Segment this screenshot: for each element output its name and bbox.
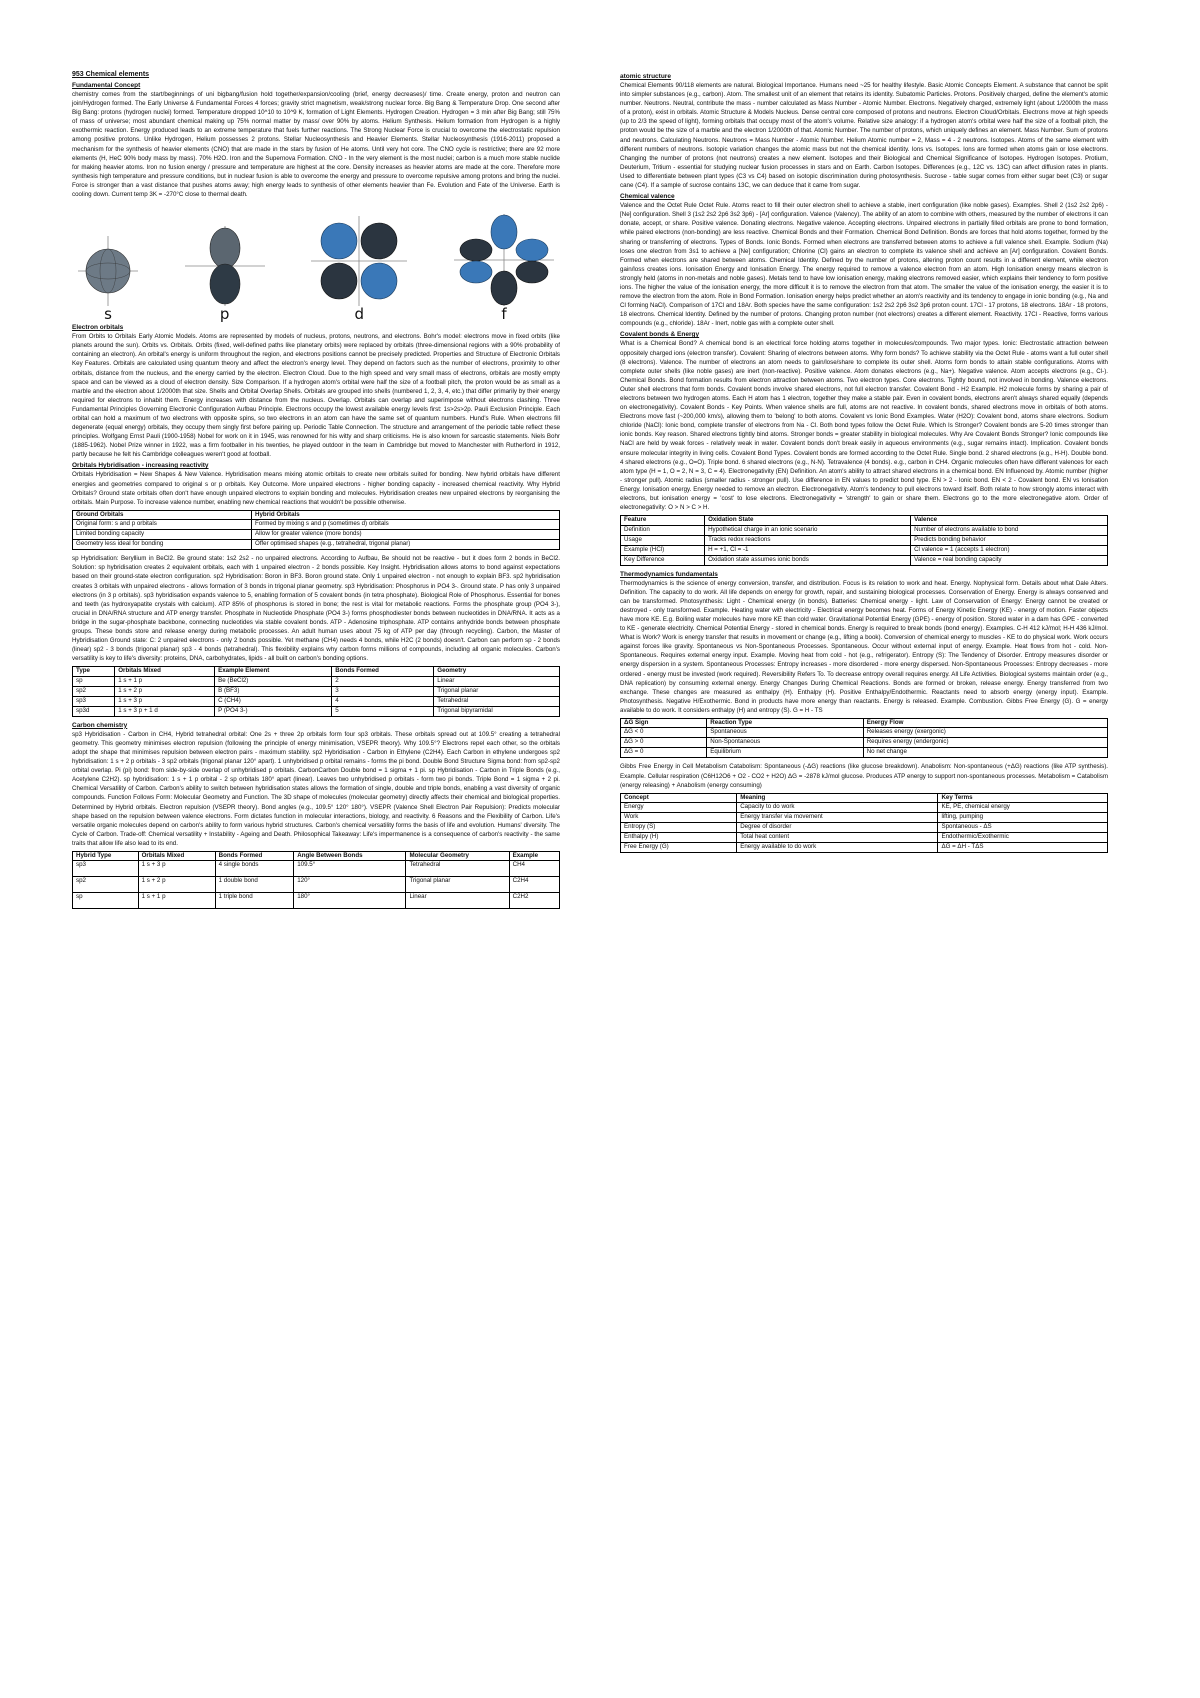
table-cell: Work xyxy=(621,813,737,823)
table-row xyxy=(73,893,560,909)
table-cell: Linear xyxy=(406,893,509,909)
heading-carbon-chemistry: Carbon chemistry xyxy=(72,721,128,729)
table-cell: Energy available to do work xyxy=(737,843,938,853)
table-cell: 4 single bonds xyxy=(215,861,294,877)
table-row xyxy=(73,676,560,686)
table-cell: Energy xyxy=(621,803,737,813)
table-cell: C2H4 xyxy=(509,877,559,893)
heading-chemical-valence: Chemical valence xyxy=(620,193,675,201)
table-cell: Trigonal bipyramidal xyxy=(434,706,560,716)
table-cell: Trigonal planar xyxy=(434,686,560,696)
table-header-cell: Angle Between Bonds xyxy=(294,851,406,860)
table-header-cell: Concept xyxy=(621,793,737,802)
table-cell: ΔG = ΔH - TΔS xyxy=(938,843,1108,853)
heading-atomic-structure: atomic structure xyxy=(620,73,671,80)
table-cell: Spontaneous xyxy=(707,728,863,738)
orbital-f xyxy=(454,214,554,324)
f-orbital-icon xyxy=(454,214,554,306)
section-title-chemical-elements: 953 Chemical elements xyxy=(72,71,150,78)
s-orbital-icon xyxy=(78,236,138,306)
table-cell: 1 s + 1 p xyxy=(115,676,215,686)
table-row xyxy=(73,686,560,696)
table-cell: Capacity to do work xyxy=(737,803,938,813)
ground-vs-hybrid-table xyxy=(72,510,560,550)
table-cell: sp3 xyxy=(73,861,139,877)
paragraph-electron-orbitals: From Orbits to Orbitals Early Atomic Models. Atoms are represented by models of nucleus, protons, neutrons, and electrons. Bohr's model: electrons move in fixed orbits (like planets around the sun). Orbits vs. Orbitals. Orbits (fixed, well-defined paths like planetary orbits) were replaced by orbitals (three-dimensional regions with a 90% probability of containing an electron). An orbital's energy is uniform throughout the region, and electrons positions cannot be precisely predicted. Properties and Structure of Electronic Orbitals Key Features. Orbitals are calculated using quantum theory and affect the electron's energy level. They depend on factors such as the number of electrons, proximity to other orbitals, distance from the nucleus, and the energy carried by the electron. Electron Cloud. Due to the high speed and very small mass of electrons, orbitals are mostly empty space and can be viewed as a cloud of electron density. Size Comparison. If a hydrogen atom's orbital were half the size of a football pitch, the proton would be as small as a marble and the electron about 1/2000th that size. Shells and Orbital Overlap Shells. Orbitals are grouped into shells (numbered 1, 2, 3, 4, etc.) that differ primarily by their energy required for electrons to inhabit them. Energy increases with distance from the nucleus. Overlap. Orbitals can overlap and superimpose without electrons clashing. Three Fundamental Principles Governing Electronic Configuration Aufbau Principle. Electrons occupy the lowest available energy levels first: 1s>2s>2p. Pauli Exclusion Principle. Each orbital can hold a maximum of two electrons with opposite spins, so two electrons in an atom can have the same set of quantum numbers. Hund's Rule. When electrons fill degenerate (equal energy) orbitals, they occupy them singly first before pairing up. Periodic Table Connection. The structure and arrangement of the periodic table reflect these principles. Wolfgang Ernst Pauli (1900-1958) Nobel for work on it in 1945, was renowned for his witty and sharp criticisms. He is also known for sarcastic statements. Niels Bohr (1885-1962). Nobel Prize winner in 1922, was a firm footballer in his twenties, he played outdoor in the team in Cambridge but moved to Manchester with Rutherford in 1912, partly because he felt his Cambridge colleagues weren't good at football. xyxy=(72,333,560,459)
table-row xyxy=(621,525,1108,535)
table-cell: Number of electrons available to bond xyxy=(911,525,1108,535)
table-cell: Definition xyxy=(621,525,705,535)
table-cell: Original form: s and p orbitals xyxy=(73,520,252,530)
table-cell: sp2 xyxy=(73,686,115,696)
table-row xyxy=(621,843,1108,853)
heading-thermodynamics: Thermodynamics fundamentals xyxy=(620,570,718,578)
table-header-cell: Ground Orbitals xyxy=(73,510,252,519)
table-cell: Equilibrium xyxy=(707,748,863,758)
table-row xyxy=(73,696,560,706)
table-header-cell: Geometry xyxy=(434,667,560,676)
oxidation-vs-valence-table xyxy=(620,515,1108,565)
table-cell: Cl valence = 1 (accepts 1 electron) xyxy=(911,545,1108,555)
table-header-cell: Key Terms xyxy=(938,793,1108,802)
heading-covalent-bonds: Covalent bonds & Energy xyxy=(620,331,700,339)
orbital-label-d: d xyxy=(354,305,365,324)
table-cell: Spontaneous - ΔS xyxy=(938,823,1108,833)
table-cell: Degree of disorder xyxy=(737,823,938,833)
table-row xyxy=(621,833,1108,843)
table-header-cell: Hybrid Type xyxy=(73,851,139,860)
table-cell: Requires energy (endergonic) xyxy=(863,738,1107,748)
orbital-p xyxy=(185,226,265,324)
orbital-label-f: f xyxy=(501,305,507,324)
table-row xyxy=(73,877,560,893)
orbital-s xyxy=(78,236,138,324)
table-cell: Trigonal planar xyxy=(406,877,509,893)
table-row xyxy=(621,823,1108,833)
table-header-row xyxy=(621,516,1108,525)
orbital-label-s: s xyxy=(104,305,112,324)
table-header-row xyxy=(73,667,560,676)
table-cell: Tetrahedral xyxy=(434,696,560,706)
paragraph-thermodynamics: Thermodynamics is the science of energy conversion, transfer, and distribution. Focus is its relation to work and heat. Energy. Nophysical form. Details about what Dale Alters. Definition. The capacity to do work. All life depends on energy for growth, repair, and sustaining biological processes. Conservation of Energy. Energy is always conserved and can be transformed. Photosynthesis: Light - Chemical energy (in bonds). Batteries: Chemical energy - light. Law of Conservation of Energy: Energy cannot be created or destroyed - only transformed. Example. Heating water with electricity - Electrical energy becomes heat. Forms of Energy Kinetic Energy (KE) - energy of motion. Faster objects have more KE. E.g. Boiling water molecules have more KE than cold water. Gravitational Potential Energy (GPE) - energy of position. Stored water in a dam has GPE - converted to KE - generate electricity. Chemical Potential Energy - stored in chemical bonds. Energy is required to break bonds (bond energy). Examples. C-H 412 kJ/mol; H-H 436 kJ/mol. What is Work? Work is energy transfer that results in movement or change (e.g., lifting a book). Conversion of chemical energy to muscles - KE to do physical work. Work occurs against forces like gravity. Spontaneous vs Non-Spontaneous Processes. Spontaneous. Occur without external input of energy. Example. Heat flows from hot - cold. Non-Spontaneous. Requires external energy input. Example. Moving heat from cold - hot (e.g., refrigerator). Entropy (S): The Tendency of Disorder. Entropy measures disorder or energy dispersion in a system. Spontaneous Processes: Entropy increases - more disordered - more energy dispersed. Non-Spontaneous Processes: Entropy decreases - more ordered - energy must be invested (work required). Reversibility Refers To. To decrease entropy overall requires energy. All Life Activities. Biological systems maintain order (e.g., DNA replication) by consuming external energy. Energy Changes During Chemical Reactions. Bonds are formed or broken, release energy. Energy transferred from two exchange. These changes are measured as enthalpy (H). Enthalpy (H). Positive Enthalpy/Endothermic. Reactants need to absorb energy (energy input). Example. Photosynthesis. Negative H/Exothermic. Bond in products have more energy than reactants. Energy is released. Example. Combustion. Gibbs Free Energy (G). G = energy available to do work. It considers enthalpy (H) and entropy (S). G = H - TS xyxy=(620,579,1108,714)
gibbs-sign-table xyxy=(620,718,1108,758)
table-cell: C2H2 xyxy=(509,893,559,909)
d-orbital-icon xyxy=(311,216,407,306)
table-header-cell: Meaning xyxy=(737,793,938,802)
table-cell: ΔG = 0 xyxy=(621,748,707,758)
table-cell: sp3d xyxy=(73,706,115,716)
table-header-row xyxy=(73,510,560,519)
table-row xyxy=(73,530,560,540)
table-cell: sp xyxy=(73,893,139,909)
table-header-row xyxy=(73,851,560,860)
table-cell: 1 triple bond xyxy=(215,893,294,909)
table-header-cell: Example xyxy=(509,851,559,860)
table-cell: 180° xyxy=(294,893,406,909)
table-header-row xyxy=(621,793,1108,802)
table-cell: lifting, pumping xyxy=(938,813,1108,823)
table-cell: Limited bonding capacity xyxy=(73,530,252,540)
table-cell: Offer optimised shapes (e.g., tetrahedral, trigonal planar) xyxy=(252,540,560,550)
hybrid-types-table xyxy=(72,666,560,716)
table-header-cell: Valence xyxy=(911,516,1108,525)
table-cell: 1 s + 2 p xyxy=(138,877,215,893)
table-cell: 2 xyxy=(332,676,434,686)
table-cell: 120° xyxy=(294,877,406,893)
table-header-cell: ΔG Sign xyxy=(621,719,707,728)
table-row xyxy=(73,861,560,877)
table-cell: Hypothetical charge in an ionic scenario xyxy=(705,525,911,535)
table-header-cell: Reaction Type xyxy=(707,719,863,728)
paragraph-gibbs-metabolism: Gibbs Free Energy in Cell Metabolism Catabolism: Spontaneous (-ΔG) reactions (like glucose breakdown). Anabolism: Non-spontaneous (+ΔG) reactions (like ATP synthesis). Example. Cellular respiration (C6H12O6 + O2 - CO2 + H2O) ΔG = -2878 kJ/mol glucose. Produces ATP energy to support non-spontaneous processes. Metabolism = Catabolism (energy releasing) + Anabolism (energy consuming) xyxy=(620,763,1108,789)
table-cell: 4 xyxy=(332,696,434,706)
table-cell: 1 s + 1 p xyxy=(138,893,215,909)
table-cell: 3 xyxy=(332,686,434,696)
table-cell: C (CH4) xyxy=(215,696,332,706)
orbital-d xyxy=(311,216,407,324)
table-header-cell: Bonds Formed xyxy=(215,851,294,860)
table-row xyxy=(73,540,560,550)
table-cell: No net change xyxy=(863,748,1107,758)
right-column xyxy=(620,70,1108,857)
table-cell: sp xyxy=(73,676,115,686)
table-header-cell: Example Element xyxy=(215,667,332,676)
table-cell: Energy transfer via movement xyxy=(737,813,938,823)
table-row xyxy=(621,748,1108,758)
table-row xyxy=(621,813,1108,823)
table-cell: CH4 xyxy=(509,861,559,877)
paragraph-carbon-chemistry: sp3 Hybridisation - Carbon in CH4, Hybrid tetrahedral orbital: One 2s + three 2p orbitals form four sp3 orbitals. These orbitals spread out at 109.5° creating a tetrahedral geometry. This geometry minimises electron repulsion (following the principle of energy minimisation, VSEPR theory). Why 109.5°? Electrons repel each other, so the orbitals adopt the shape that minimises repulsion between electron pairs - maximum stability. sp2 Hybridisation - Carbon in Ethylene (C2H4). Each Carbon in ethylene undergoes sp2 hybridisation: 1 s + 2 p orbitals - 3 sp2 orbitals (trigonal planar 120° apart). 1 unhybridised p orbital remains - forms the pi bond. Double Bond Structure Sigma bond: from sp2-sp2 orbital overlap. Pi (pi) bond: from side-by-side overlap of unhybridised p orbitals. CarbonCarbon Double bond = 1 sigma + 1 pi. sp Hybridisation - Carbon in Triple Bonds (e.g., Acetylene C2H2). sp hybridisation: 1 s + 1 p orbital - 2 sp orbitals 180° apart (linear). Leaves two unhybridised p orbitals - form two pi bonds. Triple Bond = 1 sigma + 2 pi. Chemical Versatility of Carbon. Carbon's ability to switch between hybridisation states allows the formation of single, double and triple bonds, enabling a vast diversity of organic compounds. Function Follows Form: Molecular Geometry and Function. The 3D shape of molecules (molecular geometry) directly affects their chemical and biological properties. Determined by Hybrid orbitals. Electron repulsion (VSEPR theory). Bond angles (e.g., 109.5° 120° 180°). VSEPR (Valence Shell Electron Pair Repulsion): Predicts molecular shape based on the repulsion between valence electrons. Form dictates function in molecular interactions, biology, and reactivity. 6 Reasons and the Flexibility of Carbon. Life's versatile organic molecules depend on carbon's ability to form various hybrid structures. Carbon's chemical versatility forms the basis of life and evolution. Humans' diversity. The Cycle of Carbon. Trade-off: Chemical versatility + Instability - Ageing and Death. Philosophical Takeaway: Life's impermanence is a consequence of carbon's reactivity - the same traits that allow life also lead to its end. xyxy=(72,730,560,847)
table-cell: Total heat content xyxy=(737,833,938,843)
table-cell: Usage xyxy=(621,535,705,545)
table-cell: Key Difference xyxy=(621,555,705,565)
table-row xyxy=(73,706,560,716)
carbon-hybrid-table xyxy=(72,851,560,909)
table-cell: Tracks redox reactions xyxy=(705,535,911,545)
table-row xyxy=(621,728,1108,738)
table-cell: B (BF3) xyxy=(215,686,332,696)
table-cell: Predicts bonding behavior xyxy=(911,535,1108,545)
table-header-cell: Orbitals Mixed xyxy=(115,667,215,676)
orbital-shapes-figure xyxy=(72,207,560,324)
heading-fundamental-concept: Fundamental Concept xyxy=(72,82,141,89)
table-cell: 1 double bond xyxy=(215,877,294,893)
table-cell: Endothermic/Exothermic xyxy=(938,833,1108,843)
table-header-cell: Oxidation State xyxy=(705,516,911,525)
table-cell: Oxidation state assumes ionic bonds xyxy=(705,555,911,565)
table-row xyxy=(621,535,1108,545)
paragraph-chemical-valence: Valence and the Octet Rule Octet Rule. Atoms react to fill their outer electron shell to achieve a stable, inert configuration (like noble gases). Examples. Shell 2 (1s2 2s2 2p6) - [Ne] configuration. Shell 3 (1s2 2s2 2p6 3s2 3p6) - [Ar] configuration. Valence (Valency). The ability of an atom to combine with others, measured by the number of electrons it can donate, accept, or share. Positive valence. Donating electrons. Negative valence. Accepting electrons. Unpaired electrons in partially filled orbitals are prone to bond formation, while paired electrons (non-bonding) are less reactive. Chemical Bonds and their Formation. Chemical Bond Definition. Bonds are forces that hold atoms together, formed by the sharing or transferring of electrons. Types of Bonds. Ionic Bonds. Formed when electrons are transferred between atoms to achieve a full valence shell. Example. Sodium (Na) loses one electron from 3s1 to achieve a [Ne] configuration; Chlorine (Cl) gains an electron to complete its valence shell and achieve an [Ar] configuration. Covalent Bonds. Formed when electrons are shared between atoms. Chemical Identity. Defined by the number of protons, altering proton count results in a different element, while electron gain/loss creates ions. Ionisation Energy and Ionisation Energy. The energy required to remove a valence electron from an atom. High Ionisation energy means electron is strongly held (atoms in non-metals and noble gases). Metals tend to have low ionisation energy, making electrons removed easier, which explains their tendency to form positive ions. The higher the value of the ionisation energy, the more difficult it is to remove the electron from that atom. The smaller the value of the ionisation energy, the easier it is to remove the electron from the atom. Role in Bond Formation. Ionisation energy helps predict whether an atom's reactivity and its tendency to engage in ionic bonding (e.g., Na and Cl forming NaCl). Comparison of 17Cl and 18Ar. Both species have the same configuration: 1s2 2s2 2p6 3s2 3p6 proton count. 17Cl - 17 protons, 18 electrons. 18Ar - 18 protons, 18 electrons. Chemical Identity. Defined by the number of protons. Changing proton number (not electrons) creates a different element. Reactivity. 17Cl - Reactive, forms various compounds (e.g., chloride). 18Ar - Inert, noble gas with a complete outer shell. xyxy=(620,202,1108,328)
table-cell: P (PO4 3-) xyxy=(215,706,332,716)
table-row xyxy=(621,738,1108,748)
table-cell: Example (HCl) xyxy=(621,545,705,555)
table-cell: Allow for greater valence (more bonds) xyxy=(252,530,560,540)
table-header-cell: Bonds Formed xyxy=(332,667,434,676)
table-cell: Valence = real bonding capacity xyxy=(911,555,1108,565)
paragraph-covalent-bonds: What is a Chemical Bond? A chemical bond is an electrical force holding atoms together in molecules/compounds. Two major types. Ionic: Electrostatic attraction between oppositely charged ions (electron transfer). Covalent: Sharing of electrons between atoms. Why form bonds? To achieve stability via the Octet Rule - atoms want a full outer shell (8 electrons). Valence. The number of electrons an atom needs to gain/lose/share to complete its outer shell. Atoms form bonds to attain stable configurations. Atoms with complete outer shells (like noble gases) are inert (non-reactive). Positive valence. Atom donates electrons (e.g., Na+). Negative valence. Atom accepts electrons (e.g., Cl-). Chemical Bonds. Bond formation results from electron attraction between atoms. Two electron types. Core electrons. Tightly bound, not involved in bonding. Valence electrons. Outer shell electrons that form bonds. Covalent bonds involve shared electrons, not full electron transfer. Covalent Bond - H2 Example. H2 molecule forms by sharing a pair of electrons between two hydrogen atoms. Each H atom has 1 electron, together they make a stable pair. Even in covalent bonds, electrons aren't always shared equally (depends on electronegativity). Covalent Bonds - Key Points. When valence shells are full, atoms are not reactive. In covalent bonds, shared electrons move in orbitals of both atoms. Electrons move fast (~200,000 km/s), allowing them to 'belong' to both atoms. Covalent vs Ionic Bond Examples. Water (H2O): Covalent bond, atoms share electrons. Sodium chloride (NaCl): Ionic bond, complete transfer of electrons from Na - Cl. Both bond types follow the Octet Rule. Which Is Stronger? Covalent bonds are 5-20 times stronger than ionic bonds. Key reason. Shared electrons tightly bind atoms. Stronger bonds = greater stability in biological molecules. Why Are Covalent Bonds Stronger? Ionic compounds like NaCl are held by weak forces - relatively weak in water. Covalent bonds don't break easily in aqueous environments (e.g., sugar remains intact). Implication. Covalent bonds ensure molecular integrity in living cells. Covalent Bond Types. Covalent bonds are formed according to the Octet Rule. Single bond. 2 shared electrons (e.g., H-H). Double bond. 4 shared electrons (e.g., O=O). Triple bond. 6 shared electrons (e.g., N-N). Tetravalence (4 bonds). e.g., carbon in CH4. Organic molecules often have different valences for each atom type (H = 1, O = 2, N = 3, C = 4). Electronegativity (EN) Definition. An atom's ability to attract shared electrons in a chemical bond. EN Influenced by. Atomic number (higher - stronger pull). Atomic radius (smaller radius - stronger pull). Use difference in EN values to predict bond type. EN > 2 - Ionic bond. EN < 2 - Covalent bond. EN vs Ionisation Energy. Ionisation energy. Energy needed to remove an electron. Electronegativity. Atom's tendency to pull electrons toward itself. Both relate to how strongly atoms interact with electrons, but ionisation energy = 'cost' to lose electrons. Electronegativity = 'strength' to gain or share them. Electrons go to the more electronegative atom. Order of electronegativity: O > N > C > H. xyxy=(620,340,1108,512)
table-row xyxy=(621,803,1108,813)
table-cell: Linear xyxy=(434,676,560,686)
table-cell: ΔG > 0 xyxy=(621,738,707,748)
heading-hybridisation: Orbitals Hybridisation - increasing reactivity xyxy=(72,462,209,470)
paragraph-atomic-structure: Chemical Elements 90/118 elements are natural. Biological Importance. Humans need ~25 for healthy lifestyle. Basic Atomic Concepts Element. A substance that cannot be split into simpler substances (e.g., carbon). Atom. The smallest unit of an element that retains its identity. Subatomic Particles. Protons. Positively charged, define the element's atomic number. Neutrons. Neutral, contribute the mass - number calculated as Mass Number - Atomic Number. Electrons. Negatively charged, extremely light (about 1/2000th the mass of a proton), exist in orbitals. Atomic Structure & Models Nucleus. Dense central core composed of protons and neutrons. Electron Cloud/Orbitals. Electrons move at high speeds (up to 2/3 the speed of light), forming orbitals that occupy most of the atom's volume. Relative size analogy: if a hydrogen atom's orbital were half the size of a football pitch, the proton would be the size of a marble and the electron 1/2000th of that. Atomic Number. The number of protons, which uniquely defines an element. Mass Number. Sum of protons and neutrons. Calculating Neutrons. Neutrons = Mass Number - Atomic Number. Helium Atomic number = 2, Mass = 4 - 2 neutrons. Isotopes. Atoms of the same element with different numbers of neutrons. Isotopic variation changes the atomic mass but not the chemical identity. Ions vs. Isotopes. Ions are formed when atoms gain or lose electrons. Changing the number of protons (not neutrons) creates a new element. Isotopes and their Biological and Chemical Significance of Isotopes. Hydrogen Isotopes. Protium, Deuterium, Tritium - essential for studying nuclear fusion processes in stars and on Earth. Carbon Isotopes. Differences (e.g., 12C vs. 13C) can affect diffusion rates in plants. Used to differentiate between plant types (C3 vs C4) based on isotopic discrimination during photosynthesis. Sucrose - table sugar comes from either sugar beet (C3) or sugar cane (C4). If a sample of sucrose contains 13C, we can deduce that it came from sugar. xyxy=(620,82,1108,190)
orbital-label-p: p xyxy=(219,305,230,324)
table-cell: Entropy (S) xyxy=(621,823,737,833)
table-cell: 1 s + 2 p xyxy=(115,686,215,696)
table-row xyxy=(73,520,560,530)
paragraph-fundamental: chemistry comes from the start/beginnings of uni bigbang/fusion hold together/expansion/cooling (brief, energy decreases)/ time. Create energy, proton and neutron can join/Hydrogen formed. The Early Universe & Fundamental Forces 4 forces; gravity strict magnetism, weak/strong nuclear force. Big Bang & Temperature Drop. One second after Big Bang: protons (hydrogen nuclei) formed. Temperature dropped 10^10 to 10^9 K, formation of Light Elements. Hydrogen Creation. Hydrogen = 3 min after Big Bang; still 75% of mass of universe; most abundant chemical making up 75% normal matter by mass/ over 90% by atoms. Helium Synthesis. Helium formation from Hydrogen is a highly exothermic reaction. Energy produced leads to an extreme temperature that fuels further reactions. The Strong Nuclear Force is crucial to overcome the electrostatic repulsion among positive protons. Unlike Hydrogen, Helium possesses 2 protons. Stellar Nucleosynthesis and Heavier Elements. Stellar Nucleosynthesis (1916-2011) proposed a mechanism for the synthesis of heavier elements (CNO) that are made in the stars by fusion of He atoms. Until very hot core. The CNO cycle is restrictive; there are 92 more elements (H, HeC 90% body mass by mass). 70% H2O. Iron and the Supernova Formation. CNO - In the very element is the most nuclei; carbon is a much more stable nuclide for making heavier atoms. Iron no fusion energy / pressure and temperature are highest at the core. Density increases as heavier atoms are made at the core. Therefore more synthesis high temperature and pressure conditions, but in nuclear fusion is able to overcome the energy and pressure to overcome repulsive among protons and bring the nuclei. Force is stronger than a vast distance that pushes atoms away; high energy leads to synthesis of other elements heavier than Fe. Evolution and Fate of the Universe. Earth is cooling down. Current temp 3K = -270°C close to thermal death. xyxy=(72,91,560,199)
table-row xyxy=(621,555,1108,565)
table-cell: Free Energy (G) xyxy=(621,843,737,853)
table-cell: KE, PE, chemical energy xyxy=(938,803,1108,813)
table-header-cell: Molecular Geometry xyxy=(406,851,509,860)
table-cell: 1 s + 3 p xyxy=(115,696,215,706)
table-cell: 1 s + 3 p xyxy=(138,861,215,877)
table-cell: Geometry less ideal for bonding xyxy=(73,540,252,550)
table-cell: Tetrahedral xyxy=(406,861,509,877)
table-header-cell: Hybrid Orbitals xyxy=(252,510,560,519)
paragraph-hybridisation: Orbitals Hybridisation = New Shapes & New Valence. Hybridisation means mixing atomic orbitals to create new orbitals suited for bonding. New hybrid orbitals have different energies and geometries compared to original s or p orbitals. Key Outcome. More unpaired electrons - higher bonding capacity - increased chemical reactivity. Why Hybrid Orbitals? Ground state orbitals often don't have enough unpaired electrons to explain bonding and molecules. Hybridisation creates new unpaired electrons by reorganising the orbitals. Main Purpose. To increase valence number, enabling new chemical reactions that wouldn't be possible otherwise. xyxy=(72,471,560,506)
table-cell: Be (BeCl2) xyxy=(215,676,332,686)
paragraph-sp-hybridisation: sp Hybridisation: Beryllium in BeCl2. Be ground state: 1s2 2s2 - no unpaired electrons. According to Aufbau, Be should not be reactive - but it does form 2 bonds in BeCl2. Solution: sp hybridisation creates 2 equivalent orbitals, each with 1 unpaired electron - 2 bonds possible. Key Insight. Hybridisation allows atoms to bond against expectations based on their ground-state electron configuration. sp2 Hybridisation: Boron in BF3. Boron ground state. Only 1 unpaired electron - not enough to explain BF3. sp2 hybridisation creates 3 orbitals with unpaired electrons - allows formation of 3 bonds in trigonal planar geometry. sp3 Hybridisation: Phosphorus in PO4 3-. Ground state. P has only 3 unpaired electrons (in 3 p orbitals). sp3 hybridisation expands valence to 5, enabling formation of 5 covalent bonds (in tetra phosphate). Biological Role of Phosphorus. Essential for bones and teeth (as hydroxyapatite crystals with calcium). ATP 85% of phosphorus is stored in bone; the rest is vital for metabolic reactions. Forms the phosphate group (PO4 3-), crucial in DNA/RNA structure and ATP energy transfer. Phosphate in Nucleotide Phosphate (PO4 3-) forms phosphodiester bonds between nucleotides in DNA/RNA. It acts as a bridge in the sugar-phosphate backbone, connecting nucleotides via stable covalent bonds. ATP - Adenosine triphosphate. ATP contains anhydride bonds between phosphate groups. These bonds store and release energy during metabolic processes. An adult human uses about 75 kg of ATP per day (through recycling). Carbon, the Master of Hybridisation Ground state: C: 2 unpaired electrons - only 2 bonds possible. Yet methane (CH4) needs 4 bonds, while H2C (2 bonds) doesn't. Carbon can perform sp - 2 bonds (linear) sp2 - 3 bonds (trigonal planar) sp3 - 4 bonds (tetrahedral). This flexibility explains why carbon forms millions of compounds, including all organic molecules. Carbon's versatility is key to life's diversity: proteins, DNA, carbohydrates, lipids - all built on carbon's bonding options. xyxy=(72,555,560,663)
table-cell: Releases energy (exergonic) xyxy=(863,728,1107,738)
table-header-cell: Orbitals Mixed xyxy=(138,851,215,860)
table-row xyxy=(621,545,1108,555)
table-header-cell: Energy Flow xyxy=(863,719,1107,728)
table-cell: sp2 xyxy=(73,877,139,893)
table-cell: 109.5° xyxy=(294,861,406,877)
heading-electron-orbitals: Electron orbitals xyxy=(72,324,124,332)
table-cell: 1 s + 3 p + 1 d xyxy=(115,706,215,716)
table-header-row xyxy=(621,719,1108,728)
table-cell: sp3 xyxy=(73,696,115,706)
table-cell: 5 xyxy=(332,706,434,716)
p-orbital-icon xyxy=(185,226,265,306)
left-column xyxy=(72,70,560,913)
table-cell: Non-Spontaneous xyxy=(707,738,863,748)
table-cell: Formed by mixing s and p (sometimes d) orbitals xyxy=(252,520,560,530)
table-header-cell: Type xyxy=(73,667,115,676)
table-cell: ΔG < 0 xyxy=(621,728,707,738)
table-header-cell: Feature xyxy=(621,516,705,525)
concept-summary-table xyxy=(620,793,1108,853)
table-cell: Enthalpy (H) xyxy=(621,833,737,843)
table-cell: H = +1, Cl = -1 xyxy=(705,545,911,555)
